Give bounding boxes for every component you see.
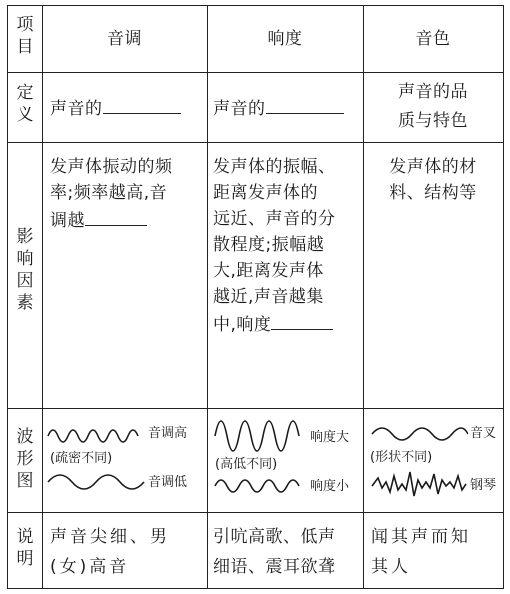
- row-label-char: 波: [16, 427, 34, 447]
- row-divider: [8, 512, 503, 513]
- high-pitch-wave: [48, 430, 138, 442]
- row-label-char: 响: [16, 249, 34, 269]
- pitch-wave-note: (疏密不同): [50, 451, 113, 466]
- row-label-char: 说: [16, 527, 34, 547]
- row-label-char: 定: [16, 83, 34, 103]
- tuning-fork-label: 音叉: [470, 426, 497, 441]
- row-label-char: 素: [16, 293, 34, 313]
- text-line: 发声体振动的频: [50, 157, 173, 177]
- text-line: 大,距离发声体: [213, 261, 324, 281]
- piano-label: 钢琴: [470, 478, 497, 493]
- loudness-definition-text: 声音的: [213, 99, 266, 119]
- definition-row-label: [8, 82, 42, 126]
- loudness-factors: [213, 154, 361, 338]
- text-line: (女)高音: [50, 557, 130, 577]
- header-row-label: [8, 14, 42, 58]
- row-divider: [8, 142, 503, 143]
- column-divider: [42, 6, 43, 588]
- row-label-char: 因: [16, 271, 34, 291]
- pitch-column-header: 音调: [107, 29, 142, 49]
- loudness-note: [213, 522, 361, 582]
- timbre-note: [371, 522, 501, 582]
- row-divider: [8, 408, 503, 409]
- pitch-factors-last: 调越: [50, 211, 85, 231]
- row-label-char: 影: [16, 227, 34, 247]
- timbre-column-header: 音色: [415, 29, 451, 49]
- loud-label: 响度大: [310, 430, 350, 445]
- loud-wave: [215, 421, 299, 451]
- note-row-label: [8, 526, 42, 570]
- text-line: 质与特色: [398, 111, 468, 131]
- text-line: [213, 310, 361, 338]
- piano-wave: [372, 472, 466, 496]
- text-line: 散程度;振幅越: [213, 235, 325, 255]
- pitch-factors: [50, 154, 205, 234]
- loudness-definition: [213, 94, 361, 122]
- text-line: 细语、震耳欲聋: [213, 557, 336, 577]
- loudness-factors-last: 中,响度: [213, 315, 272, 335]
- row-divider: [8, 72, 503, 73]
- low-pitch-wave: [48, 475, 144, 489]
- text-line: 距离发声体的: [213, 183, 318, 203]
- text-line: 发声体的振幅、: [213, 157, 336, 177]
- loudness-wave-note: (高低不同): [215, 457, 278, 472]
- text-line: 率;频率越高,音: [50, 183, 168, 203]
- text-line: 声音的品: [398, 82, 468, 102]
- row-label-char: 形: [16, 449, 34, 469]
- column-divider: [207, 6, 208, 588]
- high-pitch-label: 音调高: [148, 426, 188, 441]
- tuning-fork-wave: [372, 428, 468, 440]
- low-pitch-label: 音调低: [148, 475, 188, 490]
- row-label-char: 图: [16, 471, 34, 491]
- text-line: 远近、声音的分: [213, 209, 336, 229]
- text-line: 发声体的材: [389, 157, 477, 177]
- text-line: 越近,声音越集: [213, 287, 324, 307]
- row-label-char: 明: [16, 549, 34, 569]
- factors-row-label: [8, 226, 42, 314]
- soft-label: 响度小: [310, 479, 350, 494]
- text-line: 其人: [371, 557, 411, 577]
- loudness-column-header: 响度: [267, 29, 303, 49]
- text-line: 引吭高歌、低声: [213, 527, 336, 547]
- timbre-definition: [363, 78, 503, 136]
- text-line: 闻其声而知: [371, 527, 471, 547]
- soft-wave: [215, 480, 299, 492]
- sound-properties-table: [7, 5, 504, 589]
- pitch-definition-text: 声音的: [50, 99, 103, 119]
- timbre-factors: [363, 154, 503, 206]
- row-label-char: 义: [16, 105, 34, 125]
- pitch-note: [50, 522, 205, 582]
- row-label-char: 项: [16, 15, 34, 35]
- text-line: 料、结构等: [389, 183, 477, 203]
- text-line: 声音尖细、男: [50, 527, 170, 547]
- timbre-wave-note: (形状不同): [370, 450, 433, 465]
- fill-in-blank: [103, 94, 181, 114]
- pitch-definition: [50, 94, 205, 122]
- waveform-row-label: [8, 426, 42, 492]
- text-line: [50, 206, 205, 234]
- fill-in-blank: [271, 310, 333, 330]
- row-label-char: 目: [16, 37, 34, 57]
- fill-in-blank: [85, 206, 147, 226]
- fill-in-blank: [266, 94, 344, 114]
